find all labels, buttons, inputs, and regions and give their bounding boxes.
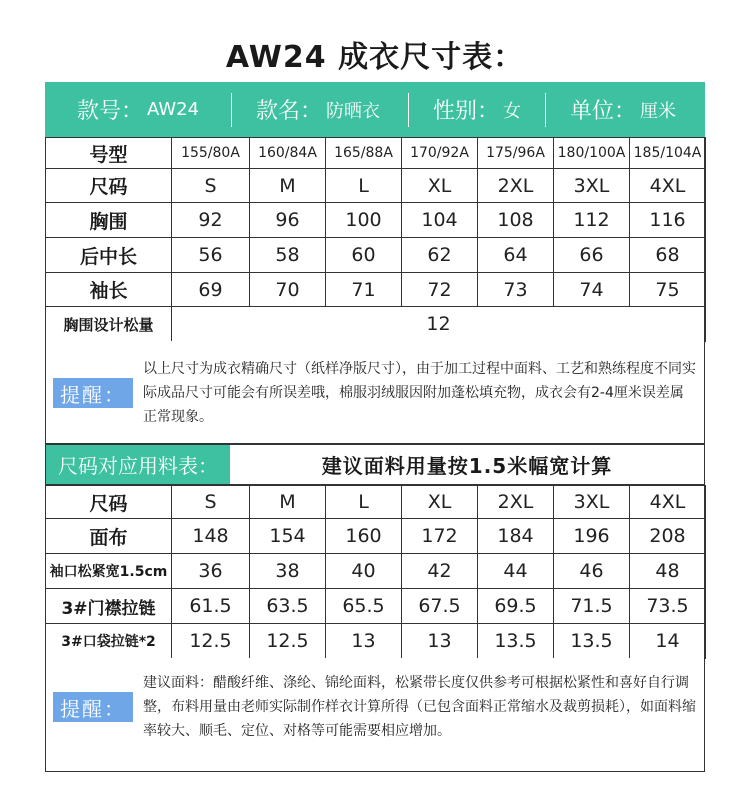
table-cell: 104 xyxy=(402,203,478,238)
table-row xyxy=(46,589,706,624)
table-cell: 4XL xyxy=(630,486,706,519)
table-row xyxy=(46,203,706,238)
table-cell: 74 xyxy=(554,273,630,307)
table-cell: 60 xyxy=(326,238,402,273)
table-cell: 172 xyxy=(402,519,478,554)
table-cell: 44 xyxy=(478,554,554,589)
gender-label: 性别： xyxy=(433,99,500,124)
table-row xyxy=(46,486,706,519)
table-cell: 62 xyxy=(402,238,478,273)
table-cell: 12.5 xyxy=(172,624,250,659)
table-cell: 69 xyxy=(172,273,250,307)
table-cell: 65.5 xyxy=(326,589,402,624)
table-cell: 13.5 xyxy=(554,624,630,659)
table-cell: 73.5 xyxy=(630,589,706,624)
table-cell: 36 xyxy=(172,554,250,589)
table-cell: L xyxy=(326,169,402,203)
reminder-text: 以上尺寸为成衣精确尺寸（纸样净版尺寸），由于加工过程中面料、工艺和熟练程度不同实际成品尺寸可能会有所误差哦，棉服羽绒服因附加蓬松填充物，成衣会有2-4厘米误差属正常现象。 xyxy=(143,361,696,425)
gender-field xyxy=(409,82,545,137)
table-cell: 68 xyxy=(630,238,706,273)
table-cell: 185/104A xyxy=(630,138,706,169)
ease-value: 12 xyxy=(172,307,706,342)
material-header-band xyxy=(45,444,705,485)
unit-field xyxy=(546,82,701,137)
table-cell: M xyxy=(250,486,326,519)
table-cell: L xyxy=(326,486,402,519)
style-name-label: 款名： xyxy=(256,99,323,124)
table-cell: 154 xyxy=(250,519,326,554)
table-cell: 66 xyxy=(554,238,630,273)
table-row xyxy=(46,554,706,589)
table-cell: XL xyxy=(402,486,478,519)
table-cell: 70 xyxy=(250,273,326,307)
table-cell: 208 xyxy=(630,519,706,554)
table-row xyxy=(46,307,706,342)
reminder-badge: 提醒： xyxy=(53,692,133,722)
row-label: 后中长 xyxy=(46,238,172,273)
table-cell: 14 xyxy=(630,624,706,659)
style-name-value: 防晒衣 xyxy=(326,100,381,122)
reminder-badge: 提醒： xyxy=(53,378,133,408)
table-cell: 75 xyxy=(630,273,706,307)
table-cell: 92 xyxy=(172,203,250,238)
table-cell: 69.5 xyxy=(478,589,554,624)
unit-value: 厘米 xyxy=(640,100,677,122)
table-cell: 61.5 xyxy=(172,589,250,624)
table-cell: 58 xyxy=(250,238,326,273)
table-cell: 42 xyxy=(402,554,478,589)
row-label: 胸围 xyxy=(46,203,172,238)
table-row xyxy=(46,519,706,554)
table-row xyxy=(46,273,706,307)
table-cell: 12.5 xyxy=(250,624,326,659)
table-row xyxy=(46,169,706,203)
table-cell: 56 xyxy=(172,238,250,273)
table-cell: 155/80A xyxy=(172,138,250,169)
table-cell: 170/92A xyxy=(402,138,478,169)
table-cell: 72 xyxy=(402,273,478,307)
table-cell: XL xyxy=(402,169,478,203)
table-cell: 175/96A xyxy=(478,138,554,169)
material-table xyxy=(45,485,706,659)
row-label: 号型 xyxy=(46,138,172,169)
table-cell: 2XL xyxy=(478,169,554,203)
table-cell: 73 xyxy=(478,273,554,307)
table-cell: 13 xyxy=(402,624,478,659)
table-cell: S xyxy=(172,169,250,203)
table-cell: S xyxy=(172,486,250,519)
row-label: 面布 xyxy=(46,519,172,554)
table-cell: 3XL xyxy=(554,169,630,203)
table-cell: 165/88A xyxy=(326,138,402,169)
table-cell: 100 xyxy=(326,203,402,238)
table-cell: 160/84A xyxy=(250,138,326,169)
reminder-text: 建议面料：醋酸纤维、涤纶、锦纶面料，松紧带长度仅供参考可根据松紧性和喜好自行调整，布料用量由老师实际制作样衣计算所得（已包含面料正常缩水及裁剪损耗），如面料缩率较大、顺毛、定位、对格等可能需要相应增加。 xyxy=(143,675,696,739)
table-cell: 184 xyxy=(478,519,554,554)
table-cell: 13 xyxy=(326,624,402,659)
table-cell: 112 xyxy=(554,203,630,238)
table-row xyxy=(46,138,706,169)
spec-header-band xyxy=(45,82,705,137)
table-cell: 40 xyxy=(326,554,402,589)
table-cell: 67.5 xyxy=(402,589,478,624)
table-cell: M xyxy=(250,169,326,203)
size-table xyxy=(45,137,706,342)
reminder-box xyxy=(45,341,705,444)
row-label: 袖口松紧宽1.5cm xyxy=(46,554,172,589)
table-cell: 46 xyxy=(554,554,630,589)
style-no-value: AW24 xyxy=(147,99,200,120)
table-cell: 116 xyxy=(630,203,706,238)
ease-label: 胸围设计松量 xyxy=(46,307,172,342)
table-cell: 48 xyxy=(630,554,706,589)
table-cell: 3XL xyxy=(554,486,630,519)
page-title: AW24 成衣尺寸表： xyxy=(225,40,525,75)
table-cell: 180/100A xyxy=(554,138,630,169)
style-name-field xyxy=(232,82,408,137)
material-reminder-box xyxy=(45,658,705,772)
table-cell: 196 xyxy=(554,519,630,554)
table-cell: 38 xyxy=(250,554,326,589)
table-cell: 13.5 xyxy=(478,624,554,659)
table-cell: 71 xyxy=(326,273,402,307)
row-label: 袖长 xyxy=(46,273,172,307)
table-cell: 148 xyxy=(172,519,250,554)
table-row xyxy=(46,238,706,273)
row-label: 尺码 xyxy=(46,169,172,203)
row-label: 3#口袋拉链*2 xyxy=(46,624,172,659)
table-cell: 2XL xyxy=(478,486,554,519)
gender-value: 女 xyxy=(503,100,522,122)
table-cell: 63.5 xyxy=(250,589,326,624)
material-table-tag: 尺码对应用料表： xyxy=(46,445,230,484)
table-cell: 96 xyxy=(250,203,326,238)
style-no-field xyxy=(45,82,231,137)
table-cell: 71.5 xyxy=(554,589,630,624)
table-row xyxy=(46,624,706,659)
table-cell: 108 xyxy=(478,203,554,238)
table-cell: 4XL xyxy=(630,169,706,203)
unit-label: 单位： xyxy=(570,99,637,124)
table-cell: 64 xyxy=(478,238,554,273)
style-no-label: 款号： xyxy=(77,99,144,124)
row-label: 尺码 xyxy=(46,486,172,519)
row-label: 3#门襟拉链 xyxy=(46,589,172,624)
material-width-rule: 建议面料用量按1.5米幅宽计算 xyxy=(321,454,613,478)
table-cell: 160 xyxy=(326,519,402,554)
